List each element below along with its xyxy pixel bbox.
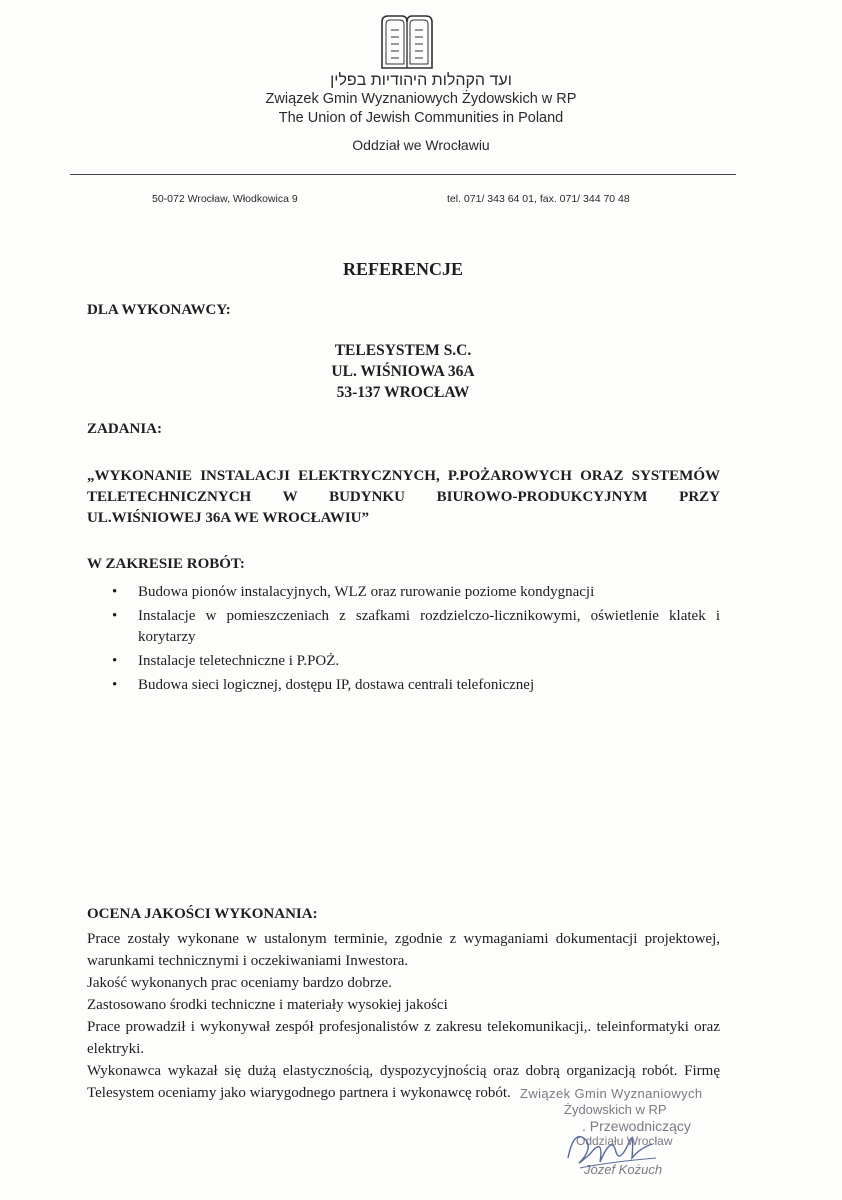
list-item <box>112 675 720 696</box>
letterhead-english-name: The Union of Jewish Communities in Poland <box>278 110 564 126</box>
scope-item-text: Budowa pionów instalacyjnych, WLZ oraz rurowanie poziome kondygnacji <box>138 584 595 600</box>
contractor-label: DLA WYKONAWCY: <box>87 302 231 318</box>
quality-line: Jakość wykonanych prac oceniamy bardzo dobrze. <box>87 975 392 991</box>
contractor-name: TELESYSTEM S.C. <box>334 342 472 359</box>
letterhead-contact: tel. 071/ 343 64 01, fax. 071/ 344 70 48 <box>447 193 630 205</box>
letterhead-polish-name: Związek Gmin Wyznaniowych Żydowskich w RP <box>265 91 577 107</box>
quality-line: Wykonawca wykazał się dużą elastycznością, dyspozycyjnością oraz dobrą organizacją robót. Firmę Telesystem oceniamy jako wiarygodnego partnera i wykonawcę robót. <box>87 1063 720 1101</box>
stamp-line-branch: Oddziału Wrocław <box>576 1134 673 1148</box>
quality-label: OCENA JAKOŚCI WYKONANIA: <box>87 906 318 922</box>
quality-line: Zastosowano środki techniczne i materiały wysokiej jakości <box>87 997 448 1013</box>
stamp-line-organization: Związek Gmin Wyznaniowych <box>520 1086 703 1101</box>
quality-line: Prace prowadził i wykonywał zespół profesjonalistów z zakresu telekomunikacji,. teleinformatyki oraz elektryki. <box>87 1019 720 1057</box>
tasks-label: ZADANIA: <box>87 421 162 437</box>
scope-item-text: Budowa sieci logicznej, dostępu IP, dostawa centrali telefonicznej <box>138 677 535 693</box>
bullet-icon: • <box>112 677 118 693</box>
tablets-of-law-logo <box>376 14 438 70</box>
quality-text <box>87 928 720 1104</box>
letterhead-hebrew-name: ועד הקהלות היהודיות בפלין <box>330 72 512 89</box>
letterhead-branch: Oddział we Wrocławiu <box>352 137 490 153</box>
letterhead-address: 50-072 Wrocław, Włodkowica 9 <box>152 193 298 205</box>
stamp-line-signatory: Józef Kożuch <box>584 1162 663 1177</box>
scope-label: W ZAKRESIE ROBÓT: <box>87 556 245 572</box>
scope-item-text: Instalacje teletechniczne i P.POŻ. <box>138 653 340 669</box>
bullet-icon: • <box>112 608 118 624</box>
contractor-block <box>0 340 806 403</box>
list-item <box>112 651 720 672</box>
scope-list <box>112 582 720 699</box>
quality-line: Prace zostały wykonane w ustalonym terminie, zgodnie z wymaganiami dokumentacji projektowej, warunkami technicznymi i oczekiwaniami Inwestora. <box>87 931 720 969</box>
contractor-city: 53-137 WROCŁAW <box>336 384 470 401</box>
list-item <box>112 582 720 603</box>
scope-item-text: Instalacje w pomieszczeniach z szafkami rozdzielczo-licznikowymi, oświetlenie klatek i korytarzy <box>138 608 720 645</box>
handwritten-signature <box>560 1118 673 1178</box>
contractor-street: UL. WIŚNIOWA 36A <box>331 363 475 380</box>
bullet-icon: • <box>112 584 118 600</box>
list-item <box>112 606 720 648</box>
document-title: REFERENCJE <box>342 259 463 279</box>
bullet-icon: • <box>112 653 118 669</box>
stamp-line-organization-cont: Żydowskich w RP <box>564 1102 667 1117</box>
stamp-line-role: . Przewodniczący <box>582 1118 691 1134</box>
task-title: „WYKONANIE INSTALACJI ELEKTRYCZNYCH, P.POŻAROWYCH ORAZ SYSTEMÓW TELETECHNICZNYCH W BUDYNKU BIUROWO-PRODUKCYJNYM PRZY UL.WIŚNIOWEJ 36A WE WROCŁAWIU” <box>87 468 720 526</box>
letterhead-divider <box>70 174 736 175</box>
